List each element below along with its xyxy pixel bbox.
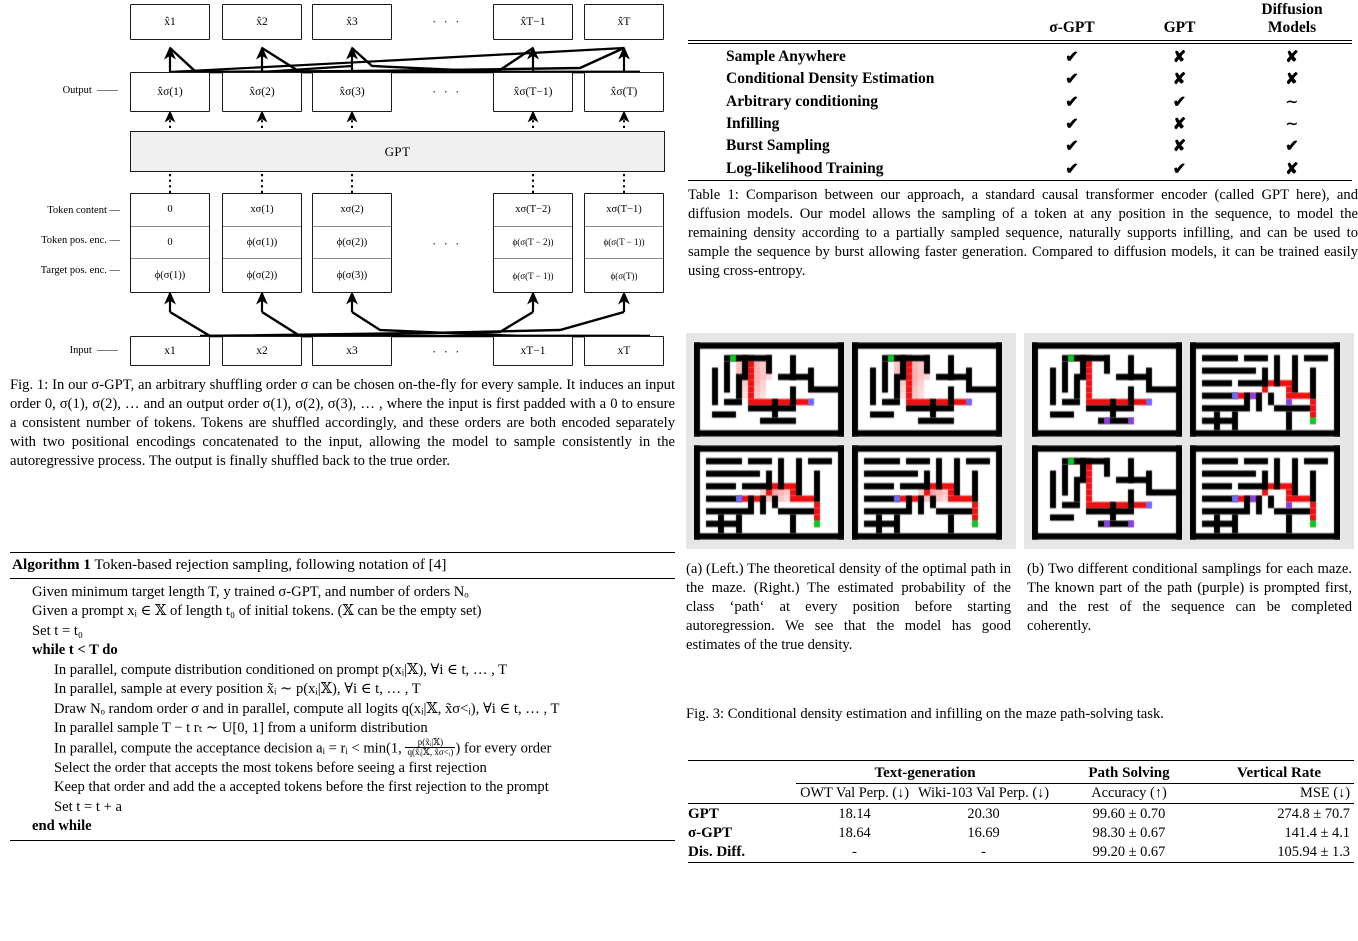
- table-1-cell-feature: Log-likelihood Training: [726, 159, 884, 177]
- table-1-caption: Table 1: Comparison between our approach, a standard causal transformer encoder (called GPT here), and diffusion models. Our model allows the sampling of a token at any position in the sequence, to model the remaining density according to a partially sampled sequence, naturally supports infilling, and can be used to sample the sequence by burst allowing faster generation. Compared to diffusion models, it can be trained easily using cross-entropy.: [688, 187, 1358, 279]
- output-shuffled-box-5: [584, 4, 664, 40]
- table-2-results-wrap: [688, 760, 1354, 865]
- token-content-label: Token content —: [47, 205, 120, 216]
- table-2-group-path-solving: Path Solving: [1054, 764, 1204, 784]
- input-box-4: [493, 336, 573, 366]
- token-pos-cell: ϕ(σ(T − 1)): [585, 227, 663, 260]
- box-label: x̂2: [256, 16, 268, 28]
- table-2-cell-wiki: -: [981, 844, 986, 860]
- table-2-cell-owt: -: [852, 844, 857, 860]
- token-content-cell: 0: [131, 194, 209, 227]
- table-1-cell-sigma-gpt: ✔: [1065, 48, 1079, 66]
- input-box-5: [584, 336, 664, 366]
- token-pos-cell: ϕ(σ(T − 2)): [494, 227, 572, 260]
- target-pos-cell: ϕ(σ(1)): [154, 270, 186, 282]
- token-box-1: [130, 193, 210, 293]
- maze-sample1-B: [1190, 342, 1340, 437]
- table-2-cell-accuracy: 99.60 ± 0.70: [1092, 806, 1166, 822]
- maze-group-left: [686, 333, 1016, 549]
- target-pos-enc-label: Target pos. enc. —: [40, 265, 120, 276]
- box-label: x̂σ(3): [339, 86, 365, 98]
- algorithm-title-text: Token-based rejection sampling, following notation of [4]: [94, 556, 447, 573]
- maze-sample2-A: [1032, 445, 1182, 540]
- acceptance-ratio-fraction: [405, 738, 455, 758]
- box-label: x1: [164, 345, 176, 357]
- maze-sample2-B: [1190, 445, 1340, 540]
- table-2-blank-corner-2: [688, 783, 796, 803]
- algorithm-line: Given minimum target length T, y trained σ-GPT, and number of orders Nₒ: [32, 584, 469, 600]
- table-2-group-text-generation: Text-generation: [796, 764, 1054, 784]
- table-2-cell-wiki: 20.30: [967, 806, 1000, 822]
- token-content-cell: xσ(T−1): [585, 194, 663, 227]
- algorithm-line: while t < T do: [32, 642, 118, 659]
- table-1-cell-sigma-gpt: ✔: [1065, 71, 1079, 89]
- box-label: x̂σ(T): [610, 86, 638, 98]
- output-shuffled-box-4: [493, 4, 573, 40]
- box-label: x3: [346, 345, 358, 357]
- table-2-cell-model: Dis. Diff.: [688, 844, 746, 860]
- box-label: xT−1: [520, 345, 546, 357]
- table-2-cell-mse: 105.94 ± 1.3: [1277, 844, 1350, 860]
- gpt-block: [130, 131, 665, 172]
- algorithm-line: Select the order that accepts the most tokens before seeing a first rejection: [54, 759, 487, 776]
- table-1-cell-gpt: ✘: [1172, 116, 1187, 133]
- box-label: x2: [256, 345, 268, 357]
- token-box-4: [493, 193, 573, 293]
- token-pos-cell: ϕ(σ(1)): [223, 227, 301, 260]
- algorithm-line: Given a prompt xᵢ ∈ 𝕏 of length t₀ of initial tokens. (𝕏 can be the empty set): [32, 603, 482, 620]
- table-1-cell-sigma-gpt: ✔: [1065, 160, 1079, 178]
- table-1-cell-feature: Arbitrary conditioning: [726, 92, 878, 110]
- figure1-caption: Fig. 1: In our σ-GPT, an arbitrary shuffling order σ can be chosen on-the-fly for every sample. It induces an input order 0, σ(1), σ(2), … and an output order σ(1), σ(2), σ(3), … , where the input is first padded with a 0 to ensure a consistent number of tokens. Tokens are shuffled accordingly, and these orders are both encoded separately with two positional encodings concatenated to the input, allowing the model to sample consistently in the autoregressive process. The output is finally shuffled back to the true order.: [10, 377, 675, 469]
- figure3-subcaption-a: (a) (Left.) The theoretical density of the optimal path in the maze. (Right.) The estimated probability of the class ‘path‘ at every position before starting autoregression. We see that the model has good estimates of the true density.: [686, 561, 1011, 653]
- target-pos-cell: ϕ(σ(3)): [336, 270, 368, 282]
- table-2-blank-corner: [688, 764, 796, 784]
- output-shuffled-box-3: [312, 4, 392, 40]
- target-pos-cell: ϕ(σ(T)): [610, 270, 638, 281]
- token-box-2: [222, 193, 302, 293]
- target-pos-cell: ϕ(σ(T − 1)): [512, 270, 554, 281]
- table-1-header-gpt: GPT: [1163, 19, 1196, 37]
- input-box-2: [222, 336, 302, 366]
- token-pos-enc-label: Token pos. enc. —: [41, 235, 120, 246]
- box-label: x̂3: [346, 16, 358, 28]
- right-column: [684, 0, 1358, 941]
- algorithm-line: In parallel, compute distribution conditioned on prompt p(xᵢ|𝕏), ∀i ∈ t, … , T: [54, 661, 508, 678]
- table-1-header-sigma-gpt: σ-GPT: [1049, 19, 1095, 37]
- table-2-subheader-accuracy: Accuracy (↑): [1091, 784, 1167, 801]
- target-pos-cell: ϕ(σ(2)): [246, 270, 278, 282]
- table-2-cell-accuracy: 99.20 ± 0.67: [1092, 844, 1166, 860]
- token-content-cell: xσ(2): [313, 194, 391, 227]
- table-1-cell-diffusion: ∼: [1285, 93, 1299, 111]
- table-2-subheader-row: [688, 783, 1354, 803]
- table-2-subheader-mse: MSE (↓): [1300, 784, 1350, 801]
- table-1-row: [688, 158, 1352, 181]
- table-2-cell-wiki: 16.69: [967, 825, 1000, 841]
- fraction-denominator: q(x̃ᵢ|𝕏, x̃σ<ᵢ): [407, 747, 454, 758]
- output-box-1: [130, 72, 210, 112]
- table-2-cell-mse: 274.8 ± 70.7: [1277, 806, 1350, 822]
- table-1-cell-sigma-gpt: ✔: [1065, 93, 1079, 111]
- table-2-group-vertical-rate: Vertical Rate: [1204, 764, 1354, 784]
- algorithm-acceptance-prefix: In parallel, compute the acceptance decision aᵢ = rᵢ < min(1,: [54, 740, 406, 757]
- table-2-body: [688, 805, 1354, 863]
- table-1-body: [688, 46, 1352, 183]
- maze-sample1-A: [1032, 342, 1182, 437]
- table-2-row: [688, 843, 1354, 863]
- maze-density-true-top: [694, 342, 844, 437]
- table-1-cell-gpt: ✘: [1172, 48, 1187, 66]
- maze-group-right: [1024, 333, 1354, 549]
- gpt-label: GPT: [384, 143, 411, 159]
- maze-density-est-bot: [852, 445, 1002, 540]
- maze-density-est-top: [852, 342, 1002, 437]
- output-row-ellipsis: · · ·: [432, 84, 462, 99]
- table-1-cell-diffusion: ∼: [1285, 116, 1299, 133]
- algorithm-title: [10, 553, 675, 578]
- table-2-subheader-wiki: Wiki-103 Val Perp. (↓): [918, 784, 1050, 801]
- output-box-2: [222, 72, 302, 112]
- algorithm-line: In parallel, sample at every position x̃ᵢ ∼ p(xᵢ|𝕏), ∀i ∈ t, … , T: [54, 681, 421, 698]
- table-1-row: [688, 135, 1352, 157]
- output-row-label: Output ——: [62, 85, 118, 96]
- table-1-rule-bottom: [688, 180, 1352, 182]
- token-content-cell: xσ(1): [223, 194, 301, 227]
- fraction-numerator: p(x̃ᵢ|𝕏): [405, 738, 455, 748]
- table-1-cell-diffusion: ✔: [1285, 138, 1299, 156]
- input-row-ellipsis: · · ·: [432, 344, 462, 359]
- table-2-row: [688, 805, 1354, 824]
- table-1-cell-diffusion: ✘: [1285, 160, 1299, 178]
- input-box-3: [312, 336, 392, 366]
- figure3-subcaptions: [686, 560, 1356, 655]
- input-row-label: Input ——: [69, 345, 118, 356]
- table-1-row: [688, 113, 1352, 135]
- output-box-4: [493, 72, 573, 112]
- token-pos-cell: 0: [131, 227, 209, 260]
- token-content-cell: xσ(T−2): [494, 194, 572, 227]
- box-label: x̂T: [617, 16, 631, 28]
- output-shuffled-box-1: [130, 4, 210, 40]
- table-2-cell-model: GPT: [688, 806, 719, 822]
- token-pos-cell: ϕ(σ(2)): [313, 227, 391, 260]
- table-2-cell-owt: 18.64: [838, 825, 871, 841]
- table-2-subheader-owt: OWT Val Perp. (↓): [800, 784, 910, 801]
- table-2-cell-accuracy: 98.30 ± 0.67: [1092, 825, 1166, 841]
- table-2-cell-owt: 18.14: [838, 806, 871, 822]
- table-2-row: [688, 824, 1354, 843]
- algorithm-line: end while: [32, 818, 92, 835]
- table-1-comparison: [688, 0, 1352, 182]
- table-2-group-header-row: [688, 764, 1354, 784]
- table-2-cell-model: σ-GPT: [688, 825, 732, 841]
- table-1-cell-diffusion: ✘: [1285, 48, 1299, 66]
- algorithm-line: Keep that order and add the a accepted tokens before the first rejection to the prompt: [54, 779, 549, 796]
- figure1-diagram: [0, 0, 682, 372]
- table-1-header-row: [688, 0, 1352, 41]
- output-box-5: [584, 72, 664, 112]
- output-box-3: [312, 72, 392, 112]
- algorithm-line: In parallel sample T − t rₜ ∼ U[0, 1] from a uniform distribution: [54, 720, 428, 737]
- algorithm-line: Set t = t + a: [54, 798, 122, 815]
- algorithm-number: Algorithm 1: [12, 556, 91, 573]
- algo-rule-bottom: [10, 840, 675, 841]
- algorithm-acceptance-suffix: ) for every order: [455, 740, 552, 757]
- table-1-cell-feature: Conditional Density Estimation: [726, 70, 935, 88]
- table-1-cell-feature: Infilling: [726, 115, 780, 132]
- table-1-row: [688, 46, 1352, 68]
- table-1-cell-feature: Sample Anywhere: [726, 47, 846, 65]
- diagram-wires: [0, 0, 682, 372]
- algorithm-line: Draw Nₒ random order σ and in parallel, compute all logits q(xᵢ|𝕏, x̃σ<ᵢ), ∀i ∈ t, … , T: [54, 700, 560, 717]
- table-1-cell-sigma-gpt: ✔: [1065, 116, 1079, 133]
- table-1-cell-gpt: ✘: [1172, 138, 1187, 156]
- token-box-3: [312, 193, 392, 293]
- figure3-subcaption-b: (b) Two different conditional samplings for each maze. The known part of the path (purple) is prompted first, and the rest of the sequence can be completed coherently.: [1027, 561, 1352, 634]
- box-label: x̂1: [164, 16, 176, 28]
- table-1-cell-diffusion: ✘: [1285, 71, 1299, 89]
- table-1-row: [688, 68, 1352, 90]
- algorithm-1-block: [10, 552, 675, 841]
- table-1-row: [688, 90, 1352, 112]
- table-1-cell-gpt: ✔: [1172, 160, 1187, 178]
- table-1-cell-sigma-gpt: ✔: [1065, 138, 1079, 156]
- table-1-header-diffusion: Diffusion Models: [1261, 1, 1323, 37]
- table-1-header-feature: [688, 0, 1017, 41]
- algorithm-line: [10, 736, 675, 759]
- box-label: x̂σ(T−1): [513, 86, 553, 98]
- input-box-1: [130, 336, 210, 366]
- table-2-cell-mse: 141.4 ± 4.1: [1284, 825, 1350, 841]
- box-label: x̂T−1: [520, 16, 546, 28]
- table-2-rule-bottom: [688, 863, 1354, 865]
- figure3-caption: Fig. 3: Conditional density estimation and infilling on the maze path-solving task.: [686, 706, 1164, 722]
- table-2-results: [688, 760, 1354, 865]
- table-1-cell-gpt: ✔: [1172, 93, 1187, 111]
- box-label: xT: [617, 345, 631, 357]
- top-row-ellipsis: · · ·: [432, 14, 462, 29]
- algorithm-line: Set t = t₀: [32, 622, 84, 639]
- output-shuffled-box-2: [222, 4, 302, 40]
- figure3-maze-panels: [686, 333, 1354, 549]
- box-label: x̂σ(1): [157, 86, 183, 98]
- maze-density-true-bot: [694, 445, 844, 540]
- box-label: x̂σ(2): [249, 86, 275, 98]
- token-box-5: [584, 193, 664, 293]
- algorithm-body: [10, 579, 675, 840]
- table-1-cell-gpt: ✘: [1172, 71, 1187, 89]
- token-row-ellipsis: · · ·: [432, 236, 462, 251]
- table-1-cell-feature: Burst Sampling: [726, 137, 830, 155]
